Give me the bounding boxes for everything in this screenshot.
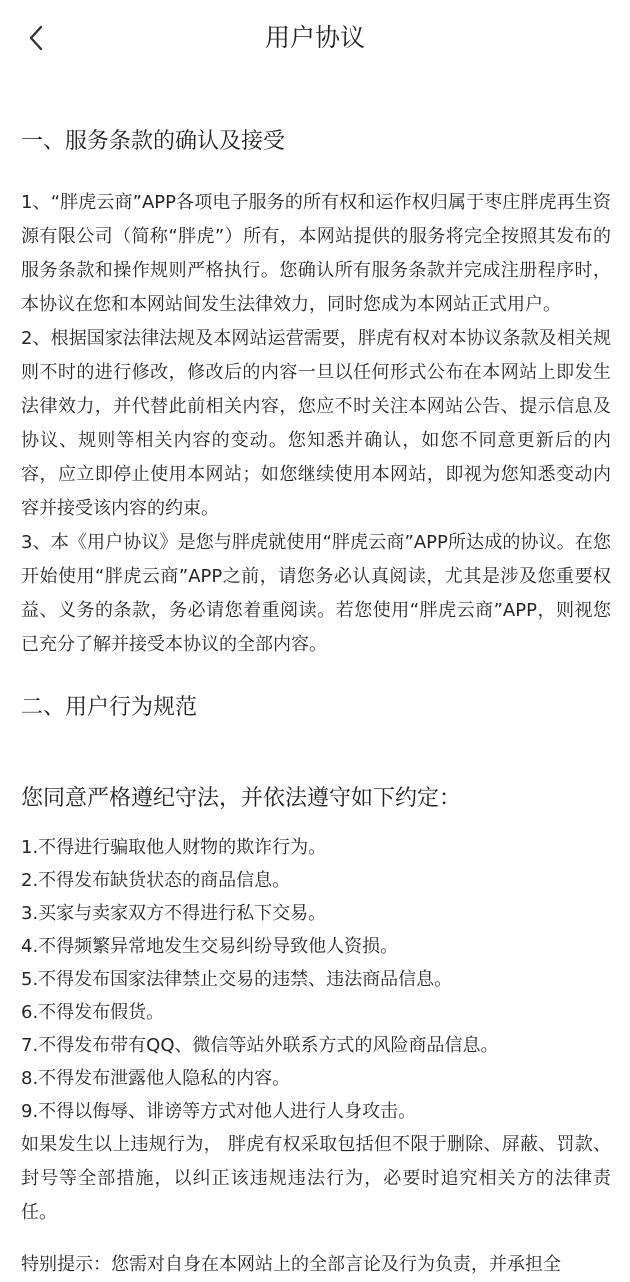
conduct-lead: 您同意严格遵纪守法，并依法遵守如下约定： <box>21 786 462 811</box>
list-item: 4.不得频繁异常地发生交易纠纷导致他人资损。 <box>21 936 399 957</box>
list-item: 1.不得进行骗取他人财物的欺诈行为。 <box>21 837 327 858</box>
list-item: 7.不得发布带有QQ、微信等站外联系方式的风险商品信息。 <box>21 1035 499 1056</box>
terms-paragraph-1: 1、“胖虎云商”APP各项电子服务的所有权和运作权归属于枣庄胖虎再生资源有限公司（简称“胖虎”）所有，本网站提供的服务将完全按照其发布的服务条款和操作规则严格执行。您确认所有服务条款并完成注册程序时，本协议在您和本网站间发生法律效力，同时您成为本网站正式用户。 <box>21 192 611 315</box>
top-bar <box>0 0 630 76</box>
section-heading-terms: 一、服务条款的确认及接受 <box>21 129 286 154</box>
list-item: 8.不得发布泄露他人隐私的内容。 <box>21 1068 291 1089</box>
terms-paragraph-2: 2、根据国家法律法规及本网站运营需要，胖虎有权对本协议条款及相关规则不时的进行修改，修改后的内容一旦以任何形式公布在本网站上即发生法律效力，并代替此前相关内容，您应不时关注本网站公告、提示信息及协议、规则等相关内容的变动。您知悉并确认，如您不同意更新后的内容，应立即停止使用本网站；如您继续使用本网站，即视为您知悉变动内容并接受该内容的约束。 <box>21 328 611 519</box>
agreement-content[interactable] <box>21 120 611 1282</box>
list-item: 6.不得发布假货。 <box>21 1002 165 1023</box>
conduct-rules-list <box>21 831 611 1128</box>
section-heading-conduct: 二、用户行为规范 <box>21 695 198 720</box>
list-item: 3.买家与卖家双方不得进行私下交易。 <box>21 903 327 924</box>
page-title: 用户协议 <box>264 23 365 52</box>
terms-paragraph-3: 3、本《用户协议》是您与胖虎就使用“胖虎云商”APP所达成的协议。在您开始使用“胖虎云商”APP之前，请您务必认真阅读，尤其是涉及您重要权益、义务的条款，务必请您着重阅读。若您使用“胖虎云商”APP，则视您已充分了解并接受本协议的全部内容。 <box>21 532 611 655</box>
penalty-paragraph: 如果发生以上违规行为， 胖虎有权采取包括但不限于删除、屏蔽、罚款、封号等全部措施，以纠正该违规违法行为，必要时追究相关方的法律责任。 <box>21 1134 611 1223</box>
list-item: 9.不得以侮辱、诽谤等方式对他人进行人身攻击。 <box>21 1101 417 1122</box>
special-note: 特别提示：您需对自身在本网站上的全部言论及行为负责，并承担全 <box>21 1254 561 1275</box>
list-item: 2.不得发布缺货状态的商品信息。 <box>21 870 291 891</box>
list-item: 5.不得发布国家法律禁止交易的违禁、违法商品信息。 <box>21 969 453 990</box>
